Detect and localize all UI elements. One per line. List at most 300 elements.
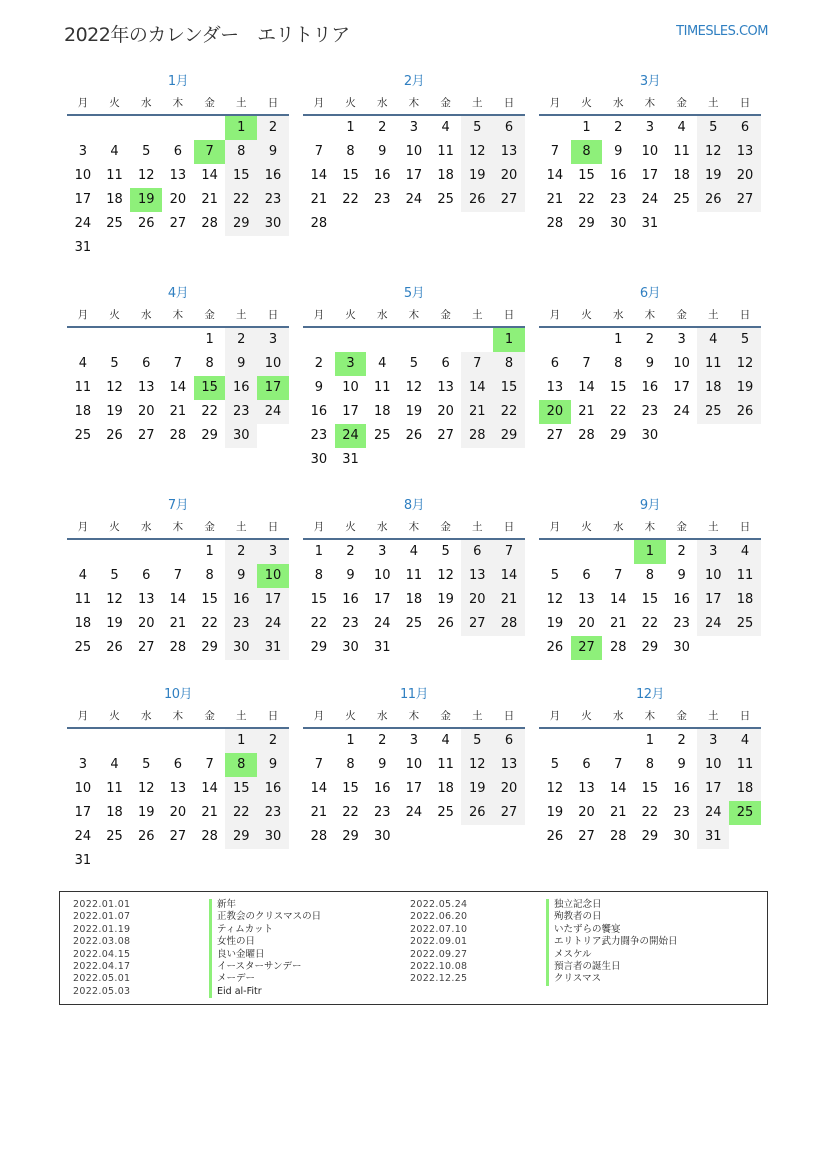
day-cell: 11	[74, 380, 92, 395]
weekday-label: 日	[267, 521, 279, 533]
day-cell: 4	[110, 757, 119, 772]
day-cell: 18	[106, 192, 123, 207]
day-cell: 11	[729, 564, 761, 588]
weekday-label: 木	[408, 521, 420, 533]
month-12	[539, 686, 761, 849]
day-cell: 7	[173, 356, 183, 371]
weekday-label: 土	[708, 521, 719, 533]
month-name: 8月	[403, 498, 425, 513]
day-cell: 25	[106, 216, 123, 231]
day-grid	[303, 540, 525, 660]
day-cell: 13	[137, 380, 155, 395]
day-cell: 8	[493, 352, 525, 376]
day-cell: 2	[378, 120, 387, 135]
empty-cell	[398, 636, 430, 660]
day-cell: 1	[614, 332, 623, 347]
day-cell: 22	[342, 192, 359, 207]
weekday-label: 金	[440, 309, 451, 321]
legend-row	[410, 973, 678, 985]
day-cell: 22	[342, 805, 359, 820]
day-cell: 12	[106, 380, 123, 395]
day-cell: 26	[729, 400, 761, 424]
day-cell: 11	[673, 144, 690, 159]
day-cell: 10	[257, 564, 289, 588]
day-cell: 7	[314, 757, 323, 772]
day-cell: 29	[578, 216, 595, 231]
day-cell: 18	[673, 168, 690, 183]
day-cell: 31	[74, 240, 92, 255]
weekday-header	[303, 707, 525, 729]
day-cell: 21	[493, 588, 525, 612]
empty-cell	[666, 212, 698, 236]
weekday-label: 金	[676, 309, 687, 321]
day-cell: 17	[373, 592, 391, 607]
day-cell: 12	[546, 781, 564, 796]
empty-cell	[162, 729, 194, 753]
day-cell: 6	[173, 757, 183, 772]
day-cell: 4	[110, 144, 119, 159]
holiday-date: 2022.09.01	[410, 936, 468, 948]
day-cell: 2	[346, 544, 355, 559]
day-cell: 25	[373, 428, 391, 443]
holiday-date: 2022.09.27	[410, 948, 468, 960]
holiday-date: 2022.06.20	[410, 911, 468, 923]
weekday-label: 土	[236, 309, 247, 321]
day-cell: 18	[729, 777, 761, 801]
day-cell: 11	[74, 592, 92, 607]
weekday-label: 木	[644, 309, 656, 321]
empty-cell	[162, 540, 194, 564]
legend-row	[410, 936, 678, 948]
day-cell: 21	[461, 400, 493, 424]
weekday-label: 月	[313, 97, 325, 109]
weekday-label: 土	[472, 309, 483, 321]
day-cell: 1	[205, 332, 214, 347]
empty-cell	[257, 424, 289, 448]
day-cell: 6	[493, 116, 525, 140]
month-name: 1月	[167, 74, 189, 89]
day-cell: 5	[441, 544, 450, 559]
holiday-name: Eid al-Fitr	[209, 986, 262, 998]
day-cell: 9	[645, 356, 655, 371]
day-cell: 10	[74, 781, 92, 796]
month-5	[303, 285, 525, 472]
day-cell: 21	[578, 404, 595, 419]
holiday-date: 2022.05.03	[73, 985, 131, 997]
day-cell: 2	[645, 332, 655, 347]
day-cell: 23	[641, 404, 659, 419]
day-cell: 28	[578, 428, 595, 443]
day-grid	[67, 328, 289, 448]
day-cell: 31	[697, 825, 729, 849]
weekday-label: 水	[140, 710, 152, 722]
weekday-label: 金	[440, 710, 451, 722]
day-cell: 14	[310, 781, 328, 796]
empty-cell	[602, 729, 634, 753]
day-cell: 19	[546, 805, 564, 820]
day-cell: 1	[582, 120, 591, 135]
day-cell: 28	[546, 216, 564, 231]
weekday-label: 金	[440, 521, 451, 533]
weekday-label: 月	[549, 97, 561, 109]
weekday-label: 日	[739, 710, 751, 722]
day-grid	[303, 328, 525, 472]
empty-cell	[162, 328, 194, 352]
holiday-name: 独立記念日	[546, 899, 602, 911]
day-cell: 21	[169, 404, 187, 419]
empty-cell	[257, 236, 289, 260]
legend-row	[73, 961, 321, 973]
legend-column-right	[410, 899, 678, 986]
day-cell: 12	[461, 140, 493, 164]
empty-cell	[67, 729, 99, 753]
day-cell: 4	[697, 328, 729, 352]
day-cell: 25	[729, 612, 761, 636]
day-cell: 13	[169, 168, 187, 183]
day-cell: 19	[461, 777, 493, 801]
holiday-name: ティムカット	[209, 924, 273, 936]
weekday-label: 木	[172, 521, 184, 533]
day-cell: 13	[729, 140, 761, 164]
day-cell: 24	[257, 612, 289, 636]
weekday-header	[67, 518, 289, 540]
holiday-name: クリスマス	[546, 973, 601, 985]
day-cell: 10	[641, 144, 659, 159]
day-cell: 13	[578, 592, 595, 607]
day-cell: 20	[578, 805, 595, 820]
empty-cell	[729, 212, 761, 236]
holiday-name: 女性の日	[209, 936, 255, 948]
weekday-label: 土	[708, 97, 719, 109]
day-cell: 16	[673, 592, 690, 607]
empty-cell	[366, 212, 398, 236]
day-cell: 4	[78, 568, 87, 583]
day-cell: 9	[378, 144, 387, 159]
empty-cell	[194, 849, 226, 873]
empty-cell	[398, 448, 430, 472]
day-cell: 12	[405, 380, 423, 395]
day-cell: 24	[697, 612, 729, 636]
month-2	[303, 73, 525, 236]
empty-cell	[303, 116, 335, 140]
day-cell: 26	[437, 616, 454, 631]
day-cell: 11	[437, 757, 454, 772]
weekday-label: 月	[549, 309, 561, 321]
day-cell: 9	[225, 352, 257, 376]
empty-cell	[493, 212, 525, 236]
empty-cell	[430, 636, 462, 660]
day-cell: 27	[461, 612, 493, 636]
empty-cell	[130, 540, 162, 564]
day-cell: 18	[373, 404, 391, 419]
day-cell: 18	[74, 616, 92, 631]
month-6	[539, 285, 761, 448]
day-cell: 16	[225, 588, 257, 612]
legend-row	[410, 911, 678, 923]
day-cell: 15	[225, 777, 257, 801]
day-cell: 14	[493, 564, 525, 588]
day-cell: 25	[74, 428, 92, 443]
day-cell: 3	[409, 120, 419, 135]
weekday-label: 月	[313, 309, 325, 321]
weekday-label: 日	[739, 309, 751, 321]
empty-cell	[729, 636, 761, 660]
day-cell: 1	[346, 733, 355, 748]
day-cell: 23	[673, 616, 690, 631]
day-cell: 1	[314, 544, 323, 559]
day-cell: 19	[405, 404, 423, 419]
empty-cell	[99, 328, 131, 352]
legend-row	[73, 986, 321, 998]
month-name: 3月	[639, 74, 661, 89]
day-cell: 17	[405, 781, 423, 796]
weekday-label: 月	[313, 710, 325, 722]
weekday-label: 水	[376, 309, 388, 321]
empty-cell	[162, 236, 194, 260]
day-cell: 2	[225, 540, 257, 564]
day-cell: 10	[257, 352, 289, 376]
day-cell: 6	[493, 729, 525, 753]
holiday-date: 2022.07.10	[410, 923, 468, 935]
empty-cell	[571, 729, 603, 753]
day-cell: 26	[106, 428, 123, 443]
day-cell: 23	[225, 612, 257, 636]
weekday-label: 日	[503, 309, 515, 321]
day-cell: 31	[342, 452, 359, 467]
holiday-legend	[59, 891, 768, 1005]
weekday-label: 土	[472, 710, 483, 722]
day-cell: 20	[169, 805, 187, 820]
day-cell: 18	[729, 588, 761, 612]
weekday-label: 金	[204, 309, 215, 321]
empty-cell	[697, 424, 729, 448]
legend-row	[410, 899, 678, 911]
day-cell: 10	[373, 568, 391, 583]
weekday-label: 金	[676, 97, 687, 109]
day-cell: 23	[673, 805, 690, 820]
day-cell: 22	[225, 801, 257, 825]
day-cell: 16	[257, 164, 289, 188]
weekday-label: 水	[140, 97, 152, 109]
day-cell: 28	[310, 829, 328, 844]
day-cell: 17	[641, 168, 659, 183]
day-cell: 4	[78, 356, 87, 371]
day-cell: 5	[110, 568, 119, 583]
day-cell: 11	[729, 753, 761, 777]
day-cell: 4	[677, 120, 686, 135]
legend-column-left	[73, 899, 321, 998]
month-10	[67, 686, 289, 873]
day-cell: 14	[169, 380, 187, 395]
day-cell: 31	[641, 216, 659, 231]
day-cell: 14	[201, 781, 218, 796]
day-cell: 29	[225, 825, 257, 849]
day-cell: 28	[609, 640, 627, 655]
day-cell: 24	[257, 400, 289, 424]
empty-cell	[162, 116, 194, 140]
weekday-label: 水	[612, 521, 624, 533]
day-cell: 2	[314, 356, 323, 371]
day-cell: 1	[645, 733, 655, 748]
day-cell: 23	[373, 192, 391, 207]
weekday-label: 木	[644, 521, 656, 533]
weekday-label: 水	[612, 97, 624, 109]
day-cell: 4	[409, 544, 419, 559]
weekday-header	[539, 707, 761, 729]
day-cell: 5	[461, 116, 493, 140]
day-cell: 3	[645, 120, 655, 135]
weekday-label: 土	[708, 710, 719, 722]
day-cell: 27	[546, 428, 564, 443]
day-cell: 11	[373, 380, 391, 395]
day-cell: 9	[614, 144, 623, 159]
day-cell: 18	[697, 376, 729, 400]
day-cell: 16	[257, 777, 289, 801]
day-cell: 15	[641, 781, 659, 796]
empty-cell	[99, 729, 131, 753]
day-cell: 16	[673, 781, 690, 796]
empty-cell	[335, 212, 367, 236]
day-cell: 27	[169, 829, 187, 844]
day-cell: 7	[461, 352, 493, 376]
weekday-header	[67, 707, 289, 729]
day-cell: 23	[257, 801, 289, 825]
day-cell: 7	[582, 356, 591, 371]
day-cell: 12	[461, 753, 493, 777]
day-cell: 2	[677, 544, 686, 559]
day-cell: 21	[546, 192, 564, 207]
day-cell: 17	[257, 588, 289, 612]
day-cell: 4	[729, 729, 761, 753]
day-cell: 22	[641, 805, 659, 820]
month-name: 6月	[639, 286, 661, 301]
day-cell: 6	[461, 540, 493, 564]
day-cell: 20	[493, 777, 525, 801]
day-cell: 6	[441, 356, 450, 371]
day-cell: 1	[346, 120, 355, 135]
holiday-date: 2022.01.19	[73, 923, 131, 935]
weekday-label: 日	[739, 521, 751, 533]
month-name: 4月	[167, 286, 189, 301]
day-cell: 27	[137, 640, 155, 655]
day-cell: 20	[578, 616, 595, 631]
day-cell: 29	[342, 829, 359, 844]
day-cell: 25	[673, 192, 690, 207]
weekday-label: 水	[376, 97, 388, 109]
day-cell: 11	[405, 568, 423, 583]
weekday-label: 日	[503, 521, 515, 533]
day-cell: 13	[437, 380, 454, 395]
day-cell: 16	[373, 168, 391, 183]
weekday-label: 火	[581, 97, 592, 109]
weekday-label: 木	[172, 710, 184, 722]
brand-link[interactable]: TIMESLES.COM	[676, 24, 768, 39]
day-cell: 23	[609, 192, 627, 207]
day-cell: 28	[201, 829, 218, 844]
month-name: 9月	[639, 498, 661, 513]
day-cell: 24	[697, 801, 729, 825]
day-cell: 9	[677, 757, 686, 772]
empty-cell	[67, 540, 99, 564]
day-cell: 29	[225, 212, 257, 236]
day-grid	[67, 729, 289, 873]
day-cell: 18	[437, 781, 454, 796]
day-cell: 2	[677, 733, 686, 748]
empty-cell	[539, 116, 571, 140]
weekday-label: 日	[267, 97, 279, 109]
holiday-date: 2022.04.17	[73, 960, 131, 972]
day-cell: 7	[194, 140, 226, 164]
empty-cell	[461, 328, 493, 352]
month-8	[303, 497, 525, 660]
weekday-label: 金	[204, 710, 215, 722]
day-cell: 29	[310, 640, 328, 655]
day-cell: 17	[257, 376, 289, 400]
day-cell: 19	[106, 404, 123, 419]
day-cell: 30	[225, 636, 257, 660]
day-cell: 11	[697, 352, 729, 376]
weekday-label: 木	[408, 710, 420, 722]
day-cell: 23	[225, 400, 257, 424]
weekday-label: 土	[236, 97, 247, 109]
day-cell: 30	[342, 640, 359, 655]
day-cell: 23	[257, 188, 289, 212]
day-cell: 9	[677, 568, 686, 583]
weekday-label: 土	[472, 521, 483, 533]
day-cell: 8	[314, 568, 323, 583]
day-cell: 24	[405, 192, 423, 207]
day-cell: 23	[342, 616, 359, 631]
empty-cell	[99, 116, 131, 140]
weekday-label: 金	[204, 97, 215, 109]
day-cell: 28	[169, 428, 187, 443]
day-cell: 18	[437, 168, 454, 183]
holiday-name: 預言者の誕生日	[546, 961, 621, 973]
day-cell: 3	[677, 332, 686, 347]
month-7	[67, 497, 289, 660]
holiday-name: 正教会のクリスマスの日	[209, 911, 321, 923]
day-cell: 5	[409, 356, 419, 371]
day-cell: 26	[461, 801, 493, 825]
holiday-name: メーデー	[209, 973, 255, 985]
day-cell: 25	[437, 192, 454, 207]
day-cell: 3	[257, 328, 289, 352]
month-1	[67, 73, 289, 260]
empty-cell	[225, 849, 257, 873]
empty-cell	[697, 212, 729, 236]
empty-cell	[130, 849, 162, 873]
empty-cell	[729, 825, 761, 849]
day-cell: 9	[314, 380, 323, 395]
day-cell: 3	[78, 144, 87, 159]
day-cell: 21	[310, 192, 328, 207]
weekday-label: 月	[549, 710, 561, 722]
day-cell: 22	[609, 404, 627, 419]
weekday-label: 火	[345, 309, 356, 321]
day-cell: 15	[310, 592, 328, 607]
weekday-header	[539, 306, 761, 328]
day-cell: 11	[437, 144, 454, 159]
legend-row	[410, 961, 678, 973]
day-cell: 21	[310, 805, 328, 820]
day-cell: 20	[169, 192, 187, 207]
day-cell: 24	[373, 616, 391, 631]
day-cell: 16	[310, 404, 328, 419]
empty-cell	[539, 328, 571, 352]
day-cell: 14	[461, 376, 493, 400]
day-cell: 28	[609, 829, 627, 844]
day-cell: 7	[614, 757, 623, 772]
